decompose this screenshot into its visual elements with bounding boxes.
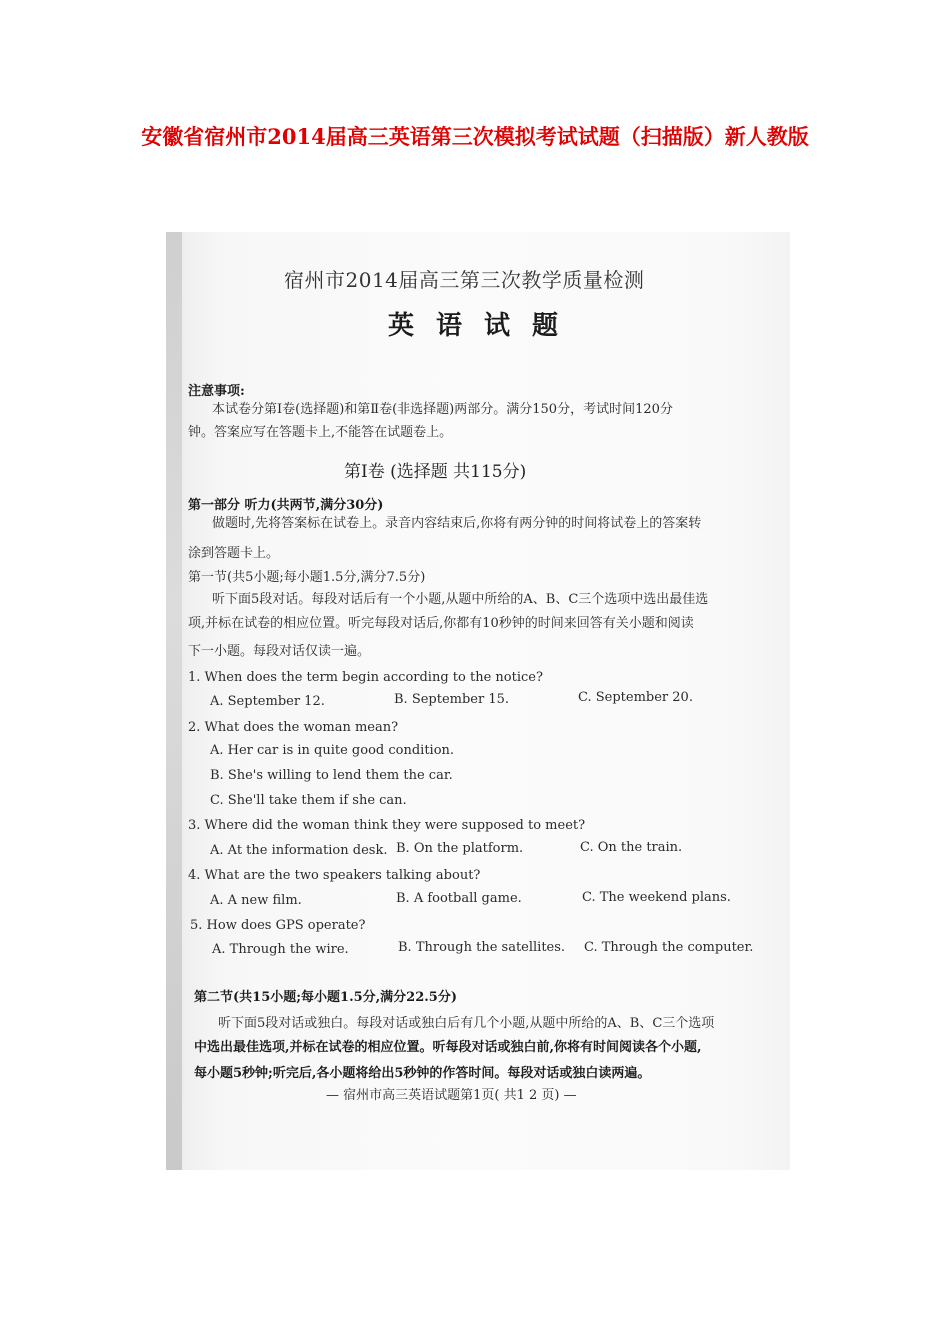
question-4-option-b: B. A football game. (396, 891, 522, 906)
section-2-instruction-2: 中选出最佳选项,并标在试卷的相应位置。听每段对话或独白前,你将有时间阅读各个小题, (194, 1040, 702, 1055)
question-3-option-c: C. On the train. (580, 840, 683, 855)
question-5-option-a: A. Through the wire. (212, 942, 349, 957)
scanned-exam-page (166, 232, 790, 1170)
question-3-stem: 3. Where did the woman think they were supposed to meet? (188, 818, 586, 833)
question-5-stem: 5. How does GPS operate? (190, 918, 366, 933)
question-2-option-a: A. Her car is in quite good condition. (210, 743, 455, 758)
question-1-stem: 1. When does the term begin according to the notice? (188, 670, 543, 685)
section-1-instruction-3: 下一小题。每段对话仅读一遍。 (188, 644, 371, 659)
question-2-option-b: B. She's willing to lend them the car. (210, 768, 453, 783)
section-2-heading: 第二节(共15小题;每小题1.5分,满分22.5分) (194, 990, 457, 1005)
part-1-instruction-2: 涂到答题卡上。 (188, 546, 280, 561)
question-1-option-c: C. September 20. (578, 690, 693, 705)
section-1-instruction-1: 听下面5段对话。每段对话后有一个小题,从题中所给的A、B、C三个选项中选出最佳选 (212, 592, 709, 607)
exam-title: 宿州市2014届高三第三次教学质量检测 (284, 268, 645, 292)
notice-line-2: 钟。答案应写在答题卡上,不能答在试题卷上。 (188, 425, 453, 440)
section-1-instruction-2: 项,并标在试卷的相应位置。听完每段对话后,你都有10秒钟的时间来回答有关小题和阅读 (188, 616, 694, 631)
question-1-option-b: B. September 15. (394, 692, 510, 707)
notice-heading: 注意事项: (188, 384, 245, 399)
volume-1-heading: 第Ⅰ卷 (选择题 共115分) (344, 462, 527, 482)
question-5-option-c: C. Through the computer. (584, 940, 754, 955)
part-1-instruction-1: 做题时,先将答案标在试卷上。录音内容结束后,你将有两分钟的时间将试卷上的答案转 (212, 516, 702, 531)
page-footer: — 宿州市高三英语试题第1页( 共1 2 页) — (326, 1088, 577, 1103)
section-2-instruction-3: 每小题5秒钟;听完后,各小题将给出5秒钟的作答时间。每段对话或独白读两遍。 (194, 1066, 651, 1081)
document-title: 安徽省宿州市2014届高三英语第三次模拟考试试题（扫描版）新人教版 (141, 124, 809, 149)
question-3-option-a: A. At the information desk. (210, 843, 388, 858)
notice-line-1: 本试卷分第Ⅰ卷(选择题)和第Ⅱ卷(非选择题)两部分。满分150分，考试时间120分 (212, 402, 673, 417)
question-3-option-b: B. On the platform. (396, 841, 524, 856)
question-2-option-c: C. She'll take them if she can. (210, 793, 407, 808)
question-4-stem: 4. What are the two speakers talking about? (188, 868, 481, 883)
question-5-option-b: B. Through the satellites. (398, 940, 566, 955)
question-4-option-c: C. The weekend plans. (582, 890, 731, 905)
subject-title: 英语试题 (388, 311, 581, 341)
section-2-instruction-1: 听下面5段对话或独白。每段对话或独白后有几个小题,从题中所给的A、B、C三个选项 (218, 1016, 715, 1031)
section-1-heading: 第一节(共5小题;每小题1.5分,满分7.5分) (188, 570, 426, 585)
question-2-stem: 2. What does the woman mean? (188, 720, 399, 735)
question-1-option-a: A. September 12. (210, 694, 325, 709)
question-4-option-a: A. A new film. (210, 893, 302, 908)
part-1-heading: 第一部分 听力(共两节,满分30分) (188, 498, 384, 513)
